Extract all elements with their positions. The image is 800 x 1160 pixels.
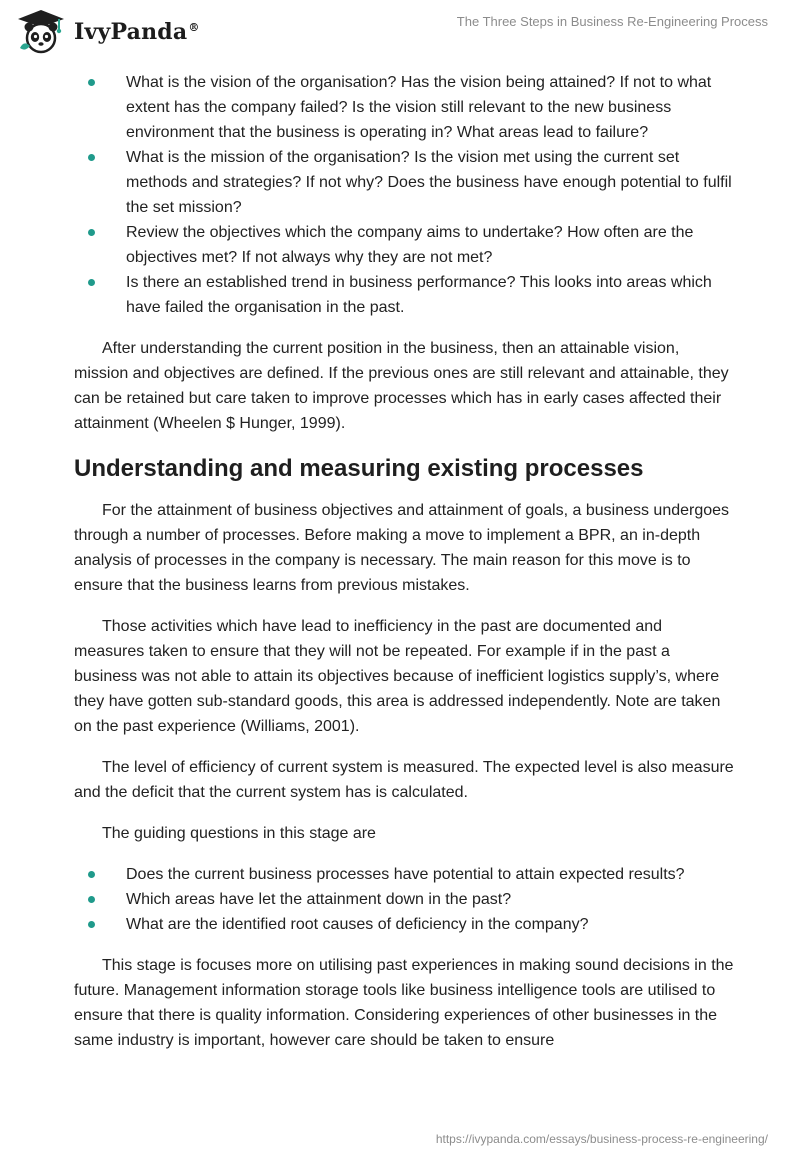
article-body xyxy=(74,70,734,1053)
document-title: The Three Steps in Business Re-Engineering Process xyxy=(456,14,768,29)
panda-graduate-icon xyxy=(14,8,68,56)
list-item: Which areas have let the attainment down in the past? xyxy=(74,887,734,912)
list-item: Does the current business processes have potential to attain expected results? xyxy=(74,862,734,887)
list-item: Is there an established trend in business performance? This looks into areas which have failed the organisation in the past. xyxy=(74,270,734,320)
paragraph: This stage is focuses more on utilising past experiences in making sound decisions in the future. Management information storage tools like business intelligence tools are utilised to ensure that there is quality information. Considering experiences of other businesses in the same industry is important, however care should be taken to ensure xyxy=(74,957,734,1049)
source-url[interactable]: https://ivypanda.com/essays/business-process-re-engineering/ xyxy=(435,1132,768,1146)
section-heading: Understanding and measuring existing processes xyxy=(74,455,644,482)
paragraph: For the attainment of business objectives and attainment of goals, a business undergoes through a number of processes. Before making a move to implement a BPR, an in-depth analysis of processes in the company is necessary. The main reason for this move is to ensure that the business learns from previous mistakes. xyxy=(74,502,730,594)
brand-name: IvyPanda xyxy=(74,19,188,45)
vision-questions-list xyxy=(74,70,734,320)
paragraph: After understanding the current position in the business, then an attainable vision, mission and objectives are defined. If the previous ones are still relevant and attainable, they can be retained but care taken to improve processes which has in early cases affected their attainment (Wheelen $ Hunger, 1999). xyxy=(74,340,729,432)
list-item: Review the objectives which the company aims to undertake? How often are the objectives met? If not always why they are not met? xyxy=(74,220,734,270)
registered-mark: ® xyxy=(188,20,200,34)
list-item: What are the identified root causes of deficiency in the company? xyxy=(74,912,734,937)
list-item: What is the vision of the organisation? Has the vision being attained? If not to what extent has the company failed? Is the vision still relevant to the new business environment that the business is operating in? What areas lead to failure? xyxy=(74,70,734,145)
paragraph: The level of efficiency of current system is measured. The expected level is also measure and the deficit that the current system has is calculated. xyxy=(74,759,734,801)
paragraph: The guiding questions in this stage are xyxy=(102,825,376,842)
ivypanda-logo[interactable] xyxy=(14,8,200,56)
guiding-questions-list xyxy=(74,862,734,937)
list-item: What is the mission of the organisation? Is the vision met using the current set methods and strategies? If not why? Does the business have enough potential to fulfil the set mission? xyxy=(74,145,734,220)
paragraph: Those activities which have lead to inefficiency in the past are documented and measures taken to ensure that they will not be repeated. For example if in the past a business was not able to attain its objectives because of inefficient logistics supply’s, where they have gotten sub-standard goods, this area is addressed independently. Note are taken on the past experience (Williams, 2001). xyxy=(74,618,721,735)
page-header xyxy=(0,0,800,60)
